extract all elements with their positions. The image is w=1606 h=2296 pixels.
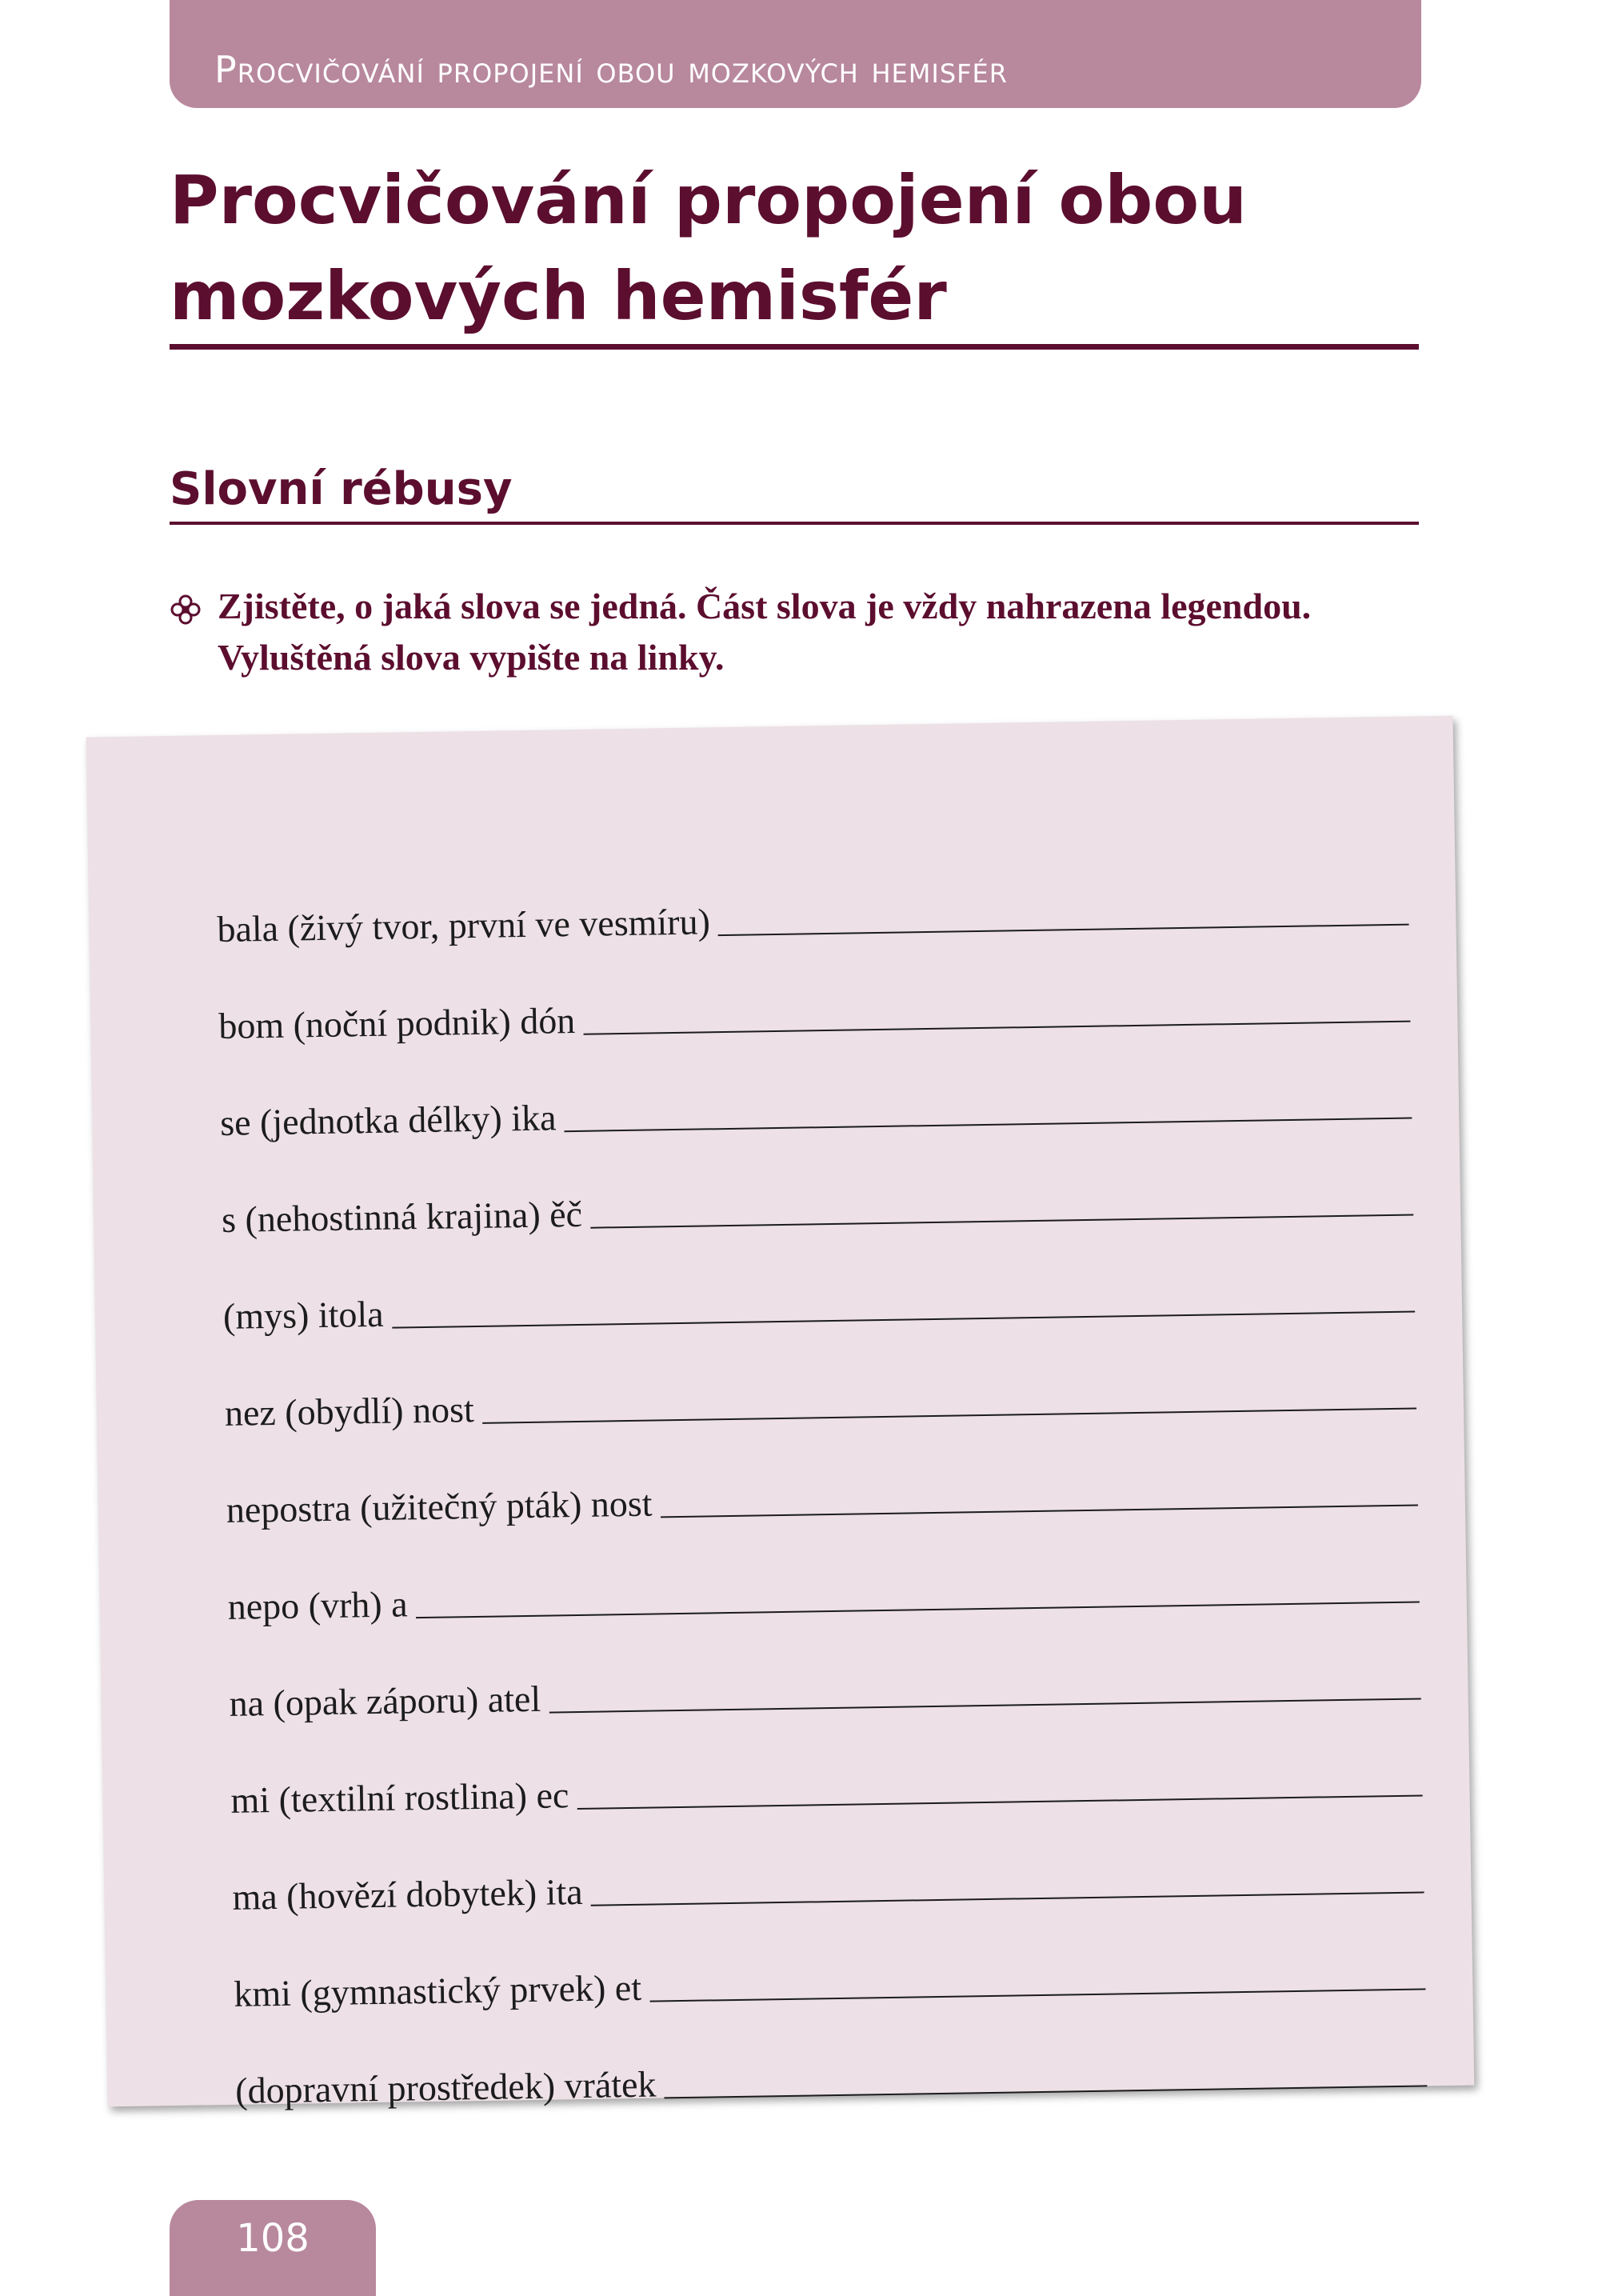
rebus-clue: nepostra (užitečný pták) nost bbox=[226, 1482, 653, 1530]
rebus-item bbox=[233, 1902, 1426, 2018]
answer-line[interactable] bbox=[661, 1504, 1418, 1518]
rebus-item bbox=[231, 1806, 1424, 1921]
rebus-clue: na (opak záporu) atel bbox=[229, 1678, 541, 1724]
rebus-clue: nez (obydlí) nost bbox=[224, 1389, 475, 1434]
exercise-card bbox=[86, 716, 1475, 2111]
rebus-item bbox=[221, 1129, 1414, 1244]
rebus-item bbox=[222, 1226, 1416, 1341]
page-title-line-2: mozkových hemisfér bbox=[170, 257, 947, 335]
rebus-list bbox=[216, 838, 1428, 2115]
rebus-clue: (mys) itola bbox=[222, 1293, 385, 1337]
task-instructions-line-2: Vyluštěná slova vypište na linky. bbox=[218, 637, 725, 678]
rebus-clue: s (nehostinná krajina) ěč bbox=[221, 1193, 583, 1240]
task-instructions bbox=[218, 581, 1417, 683]
rebus-item bbox=[224, 1322, 1417, 1438]
flower-bullet-icon bbox=[170, 594, 202, 626]
running-header bbox=[170, 0, 1421, 108]
page-number: 108 bbox=[236, 2216, 310, 2261]
section-title: Slovní rébusy bbox=[170, 463, 513, 515]
page-number-tab bbox=[170, 2200, 376, 2296]
title-divider bbox=[170, 344, 1419, 350]
answer-line[interactable] bbox=[718, 924, 1409, 937]
rebus-item bbox=[226, 1515, 1420, 1630]
answer-line[interactable] bbox=[665, 2085, 1428, 2098]
rebus-clue: (dopravní prostředek) vrátek bbox=[234, 2063, 657, 2111]
page-title-line-1: Procvičování propojení obou bbox=[170, 161, 1247, 239]
rebus-item bbox=[234, 1999, 1428, 2114]
task-instructions-line-1: Zjistěte, o jaká slova se jedná. Část slova je vždy nahrazena legendou. bbox=[218, 586, 1312, 626]
answer-line[interactable] bbox=[649, 1988, 1425, 2002]
running-header-title: Procvičování propojení obou mozkových hemisfér bbox=[214, 48, 1008, 91]
rebus-clue: se (jednotka délky) ika bbox=[219, 1097, 557, 1143]
rebus-item bbox=[228, 1612, 1421, 1727]
rebus-clue: nepo (vrh) a bbox=[227, 1583, 408, 1627]
rebus-clue: kmi (gymnastický prvek) et bbox=[233, 1966, 642, 2014]
rebus-item bbox=[219, 1032, 1412, 1147]
rebus-item bbox=[230, 1709, 1423, 1824]
exercise-card-paper bbox=[86, 716, 1475, 2111]
rebus-clue: bom (noční podnik) dón bbox=[218, 999, 576, 1046]
page-title bbox=[170, 152, 1417, 344]
rebus-clue: ma (hovězí dobytek) ita bbox=[232, 1870, 583, 1918]
rebus-item bbox=[218, 935, 1411, 1050]
rebus-item bbox=[216, 838, 1409, 954]
rebus-clue: bala (živý tvor, první ve vesmíru) bbox=[217, 901, 711, 950]
rebus-clue: mi (textilní rostlina) ec bbox=[230, 1774, 569, 1821]
section-divider bbox=[170, 522, 1419, 525]
rebus-item bbox=[225, 1419, 1418, 1534]
